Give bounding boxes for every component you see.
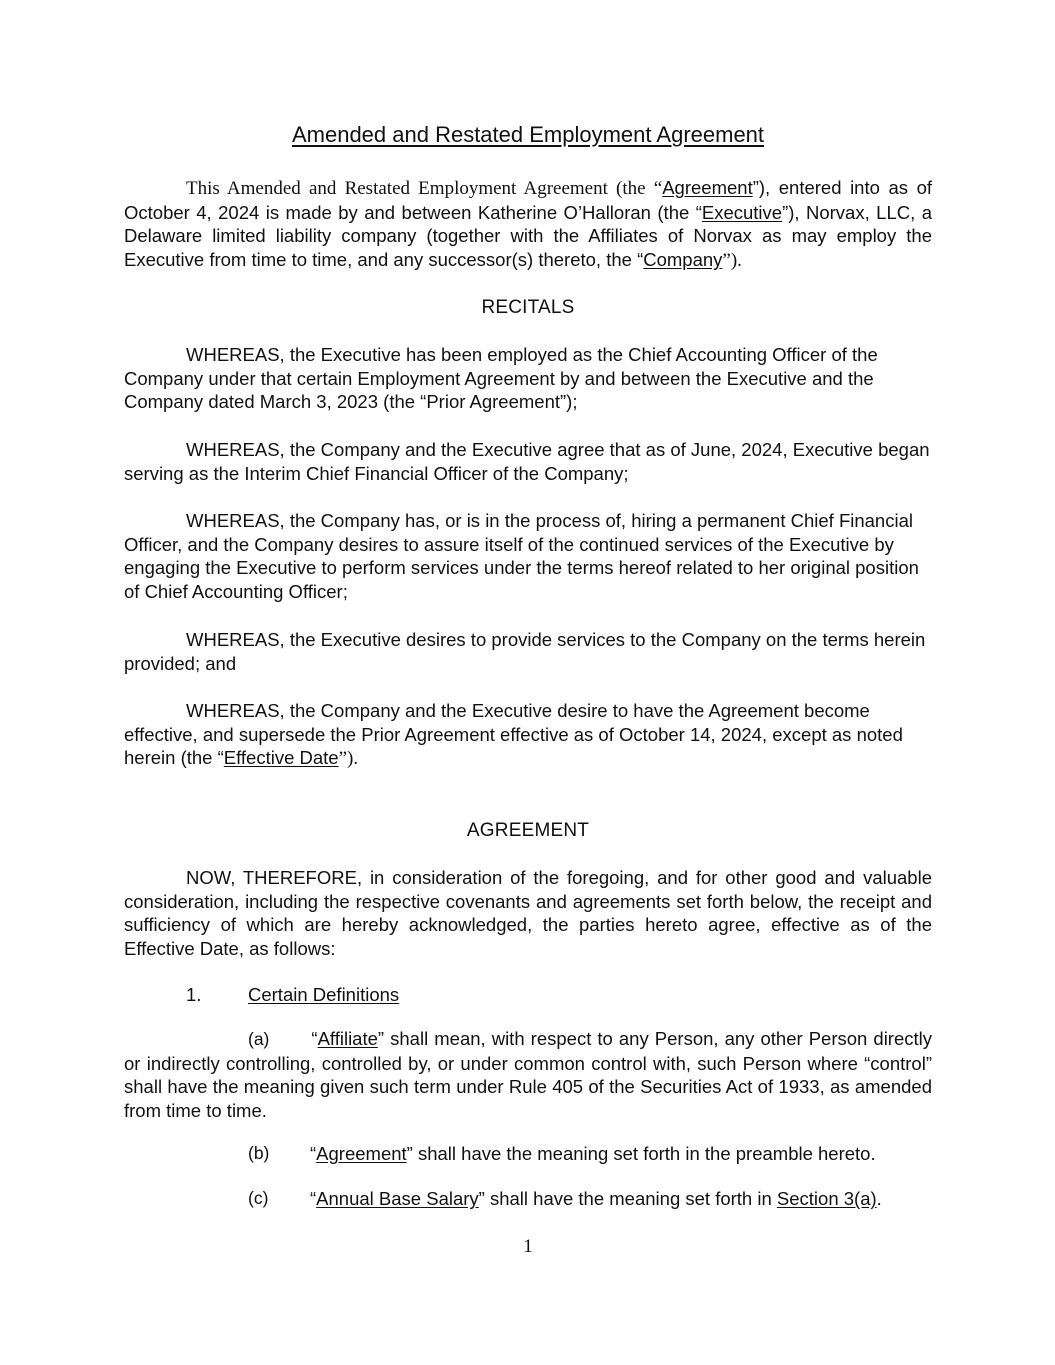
definition-a: (a) “Affiliate” shall mean, with respect to any Person, any other Person directly or indirectly controlling, controlled by, or under common control with, such Person where “control” shall have the meaning given such term under Rule 405 of the Securities Act of 1933, as amended from time to time. — [124, 1028, 932, 1121]
recital-4: WHEREAS, the Executive desires to provide services to the Company on the terms herein provided; and — [124, 629, 926, 674]
definition-marker: (c) — [248, 1188, 269, 1208]
defined-term-agreement: Agreement — [662, 177, 753, 198]
section-number: 1. — [186, 984, 202, 1005]
recital-2: WHEREAS, the Company and the Executive agree that as of June, 2024, Executive began serving as the Interim Chief Financial Officer of the Company; — [124, 439, 930, 484]
defined-term-company: Company — [643, 248, 723, 270]
agreement-heading: AGREEMENT — [466, 820, 590, 841]
defined-term-effective-date: Effective Date — [223, 747, 339, 769]
defined-term-agreement: Agreement — [316, 1143, 407, 1164]
definition-marker: (a) — [248, 1029, 270, 1049]
now-therefore-paragraph: NOW, THEREFORE, in consideration of the foregoing, and for other good and valuable consideration, including the respective covenants and agreements set forth below, the receipt and sufficiency of which are hereby acknowledged, the parties hereto agree, effective as of the Effective Date, as follows: — [124, 867, 932, 959]
section-reference: Section 3(a) — [776, 1188, 877, 1209]
page-number: 1 — [523, 1236, 533, 1257]
recitals-heading: RECITALS — [481, 297, 575, 318]
defined-term-affiliate: Affiliate — [317, 1028, 378, 1049]
defined-term-executive: Executive — [701, 201, 783, 223]
defined-term-annual-base-salary: Annual Base Salary — [316, 1188, 479, 1209]
recital-1: WHEREAS, the Executive has been employed as the Chief Accounting Officer of the Company under that certain Employment Agreement by and between the Executive and the Company dated March 3, 2023 (the “Prior Agreement”); — [124, 344, 878, 413]
preamble-paragraph: This Amended and Restated Employment Agreement (the “Agreement”), entered into as of October 4, 2024 is made by and between Katherine O’Halloran (the “Executive”), Norvax, LLC, a Delaware limited liability company (together with the Affiliates of Norvax as may employ the Executive from time to time, and any successor(s) thereto, the “Company”). — [124, 177, 933, 271]
recital-3: WHEREAS, the Company has, or is in the process of, hiring a permanent Chief Financial Officer, and the Company desires to assure itself of the continued services of the Executive by engaging the Executive to perform services under the terms hereof related to her original position of Chief Accounting Officer; — [124, 510, 919, 602]
section-title: Certain Definitions — [248, 984, 400, 1005]
definition-marker: (b) — [248, 1143, 270, 1163]
document-title: Amended and Restated Employment Agreement — [291, 122, 765, 147]
recital-5: WHEREAS, the Company and the Executive desire to have the Agreement become effective, and supersede the Prior Agreement effective as of October 14, 2024, except as noted herein (the “Effective Date”). — [124, 700, 903, 770]
